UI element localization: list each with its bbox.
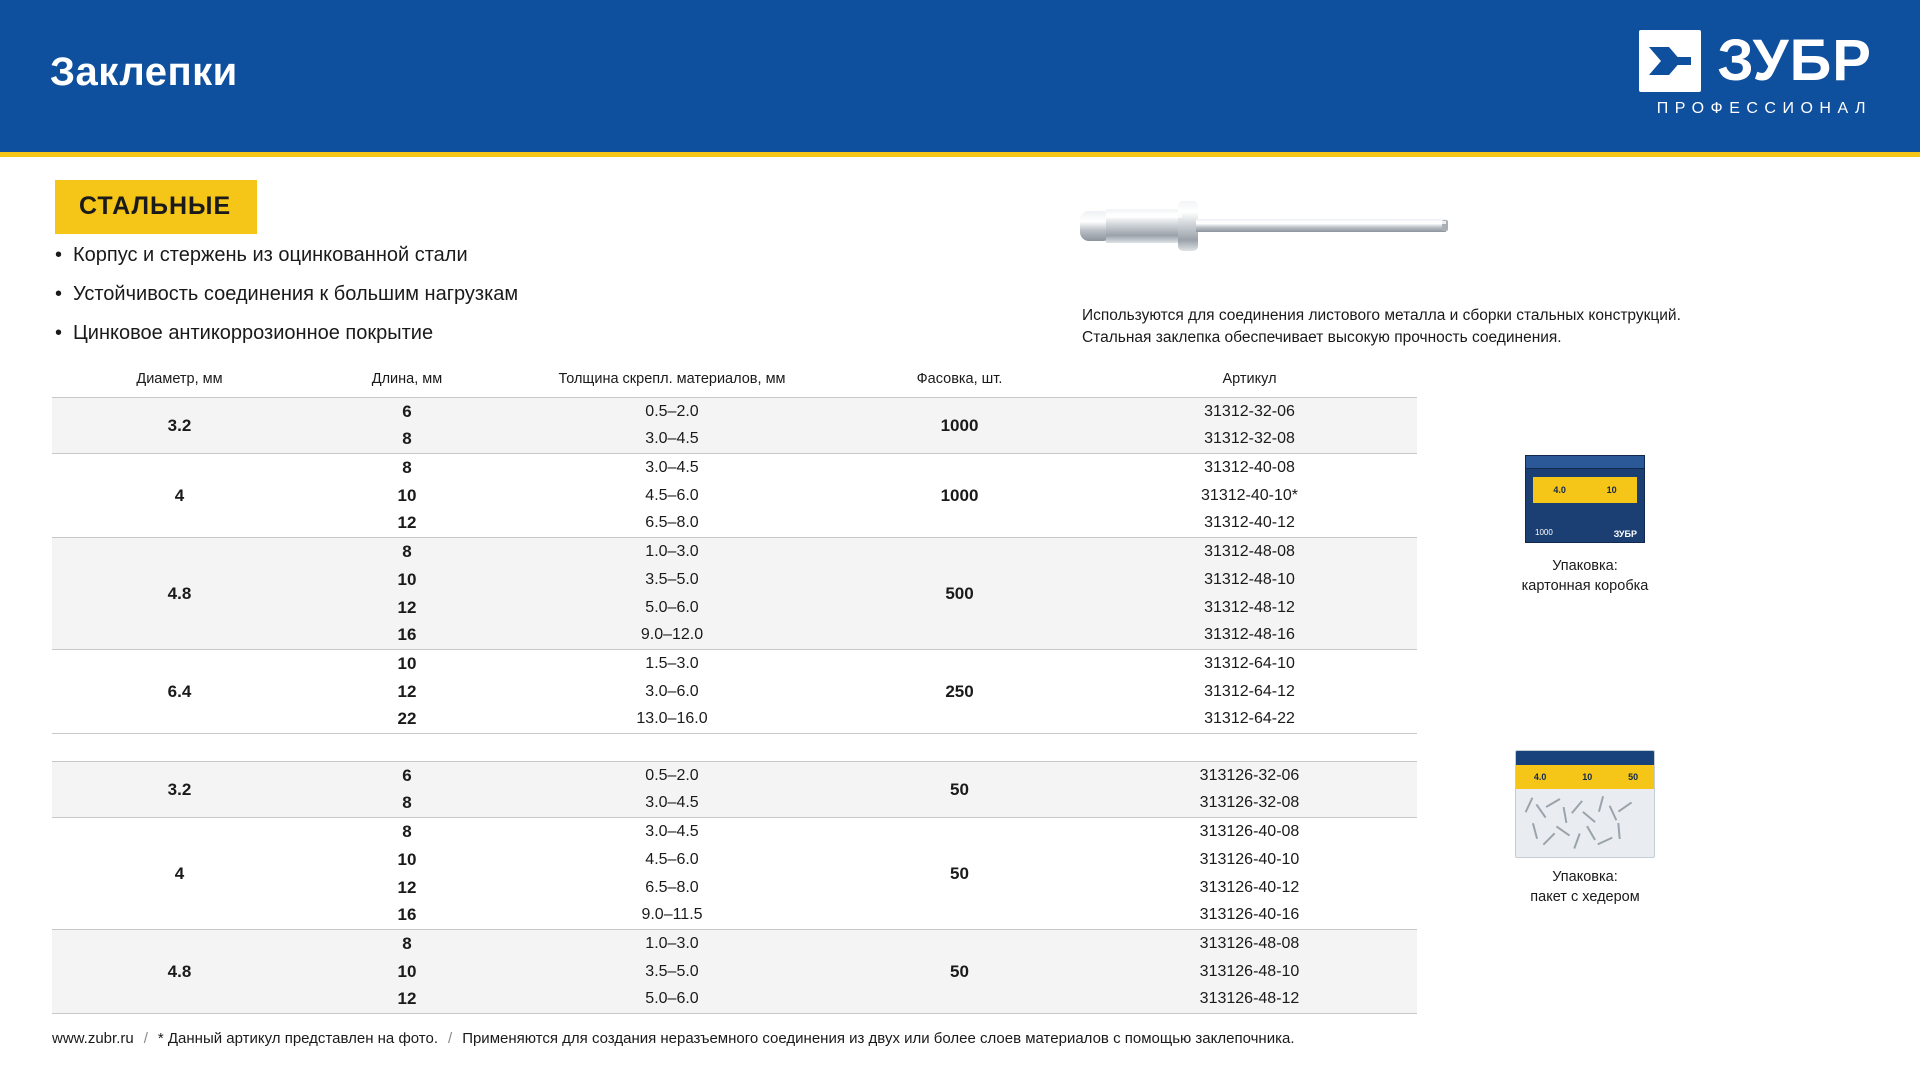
box-label-length: 10 — [1606, 485, 1617, 495]
cell-article: 31312-48-10 — [1082, 566, 1417, 594]
cell-article: 313126-40-12 — [1199, 878, 1300, 896]
rivet-pile-icon — [1522, 793, 1650, 855]
cell-length: 22 — [397, 709, 417, 729]
cell-article: 313126-32-06 — [1082, 762, 1417, 790]
cell-thickness: 3.0–6.0 — [645, 682, 699, 700]
page-title: Заклепки — [50, 50, 238, 94]
packaging-bag — [1470, 750, 1700, 907]
cell-pack: 50 — [837, 762, 1082, 818]
cell-diameter: 4 — [174, 863, 185, 883]
packaging-box-image — [1525, 455, 1645, 547]
bag-label-length: 10 — [1582, 772, 1593, 782]
brand-logo — [1639, 30, 1872, 118]
cell-length: 8 — [307, 538, 507, 566]
cell-article: 313126-48-12 — [1082, 986, 1417, 1014]
cell-length: 10 — [397, 849, 417, 869]
product-description: Используются для соединения листового металла и сборки стальных конструкций. Стальная заклепка обеспечивает высокую прочность соединения. — [1082, 307, 1681, 347]
page-footer — [52, 1030, 1872, 1047]
cell-thickness: 1.5–3.0 — [645, 654, 699, 672]
bullet-dot-icon: • — [55, 322, 63, 344]
cell-thickness: 3.0–4.5 — [507, 790, 837, 818]
cell-article: 31312-48-12 — [1082, 594, 1417, 622]
cell-pack: 1000 — [940, 485, 979, 505]
cell-article: 31312-40-08 — [1204, 458, 1295, 476]
box-label-size: 4.0 — [1553, 485, 1566, 495]
cell-diameter: 4.8 — [52, 538, 307, 650]
col-header-article: Артикул — [1222, 371, 1277, 387]
table-row — [52, 930, 1417, 958]
cell-article: 31312-64-22 — [1204, 710, 1295, 728]
cell-diameter: 6.4 — [167, 681, 192, 701]
cell-length: 10 — [307, 958, 507, 986]
cell-length: 12 — [307, 986, 507, 1014]
cell-length: 12 — [307, 594, 507, 622]
cell-article: 31312-40-10* — [1201, 486, 1298, 504]
footer-separator: / — [143, 1030, 148, 1047]
packaging-caption-line2: пакет с хедером — [1530, 888, 1640, 905]
cell-article: 313126-48-10 — [1082, 958, 1417, 986]
cell-pack: 500 — [837, 538, 1082, 650]
cell-length: 8 — [402, 821, 412, 841]
logo-tagline: ПРОФЕССИОНАЛ — [1656, 100, 1872, 117]
cell-length: 10 — [397, 485, 417, 505]
cell-article: 313126-40-16 — [1199, 906, 1300, 924]
cell-article: 31312-32-08 — [1082, 426, 1417, 454]
feature-list — [55, 243, 755, 360]
cell-length: 8 — [402, 457, 412, 477]
bullet-dot-icon: • — [55, 283, 63, 305]
header-accent-rule — [0, 152, 1920, 157]
cell-thickness: 3.0–4.5 — [645, 458, 699, 476]
footer-note-usage: Применяются для создания неразъемного соединения из двух или более слоев материалов с помощью заклепочника. — [462, 1030, 1295, 1047]
category-badge: СТАЛЬНЫЕ — [55, 180, 257, 234]
cell-thickness: 3.0–4.5 — [645, 822, 699, 840]
specification-table — [52, 370, 1417, 1016]
table-section-separator — [52, 734, 1417, 762]
packaging-box — [1470, 455, 1700, 596]
cell-thickness: 9.0–11.5 — [641, 906, 703, 924]
box-brand-logo: ЗУБР — [1613, 529, 1637, 539]
list-item — [55, 321, 755, 346]
feature-text: Корпус и стержень из оцинкованной стали — [73, 244, 468, 266]
table-row — [52, 538, 1417, 566]
cell-diameter: 4.8 — [52, 930, 307, 1014]
cell-pack: 250 — [945, 681, 974, 701]
cell-pack: 50 — [950, 863, 969, 883]
page-header — [0, 0, 1920, 152]
cell-thickness: 3.5–5.0 — [507, 958, 837, 986]
cell-article: 31312-48-08 — [1082, 538, 1417, 566]
cell-length: 6 — [307, 398, 507, 426]
cell-diameter: 3.2 — [52, 762, 307, 818]
cell-thickness: 13.0–16.0 — [636, 710, 708, 728]
feature-text: Цинковое антикоррозионное покрытие — [73, 322, 434, 344]
packaging-caption-line1: Упаковка: — [1552, 869, 1618, 885]
cell-thickness: 0.5–2.0 — [507, 398, 837, 426]
table-row — [52, 454, 1417, 482]
bag-label-qty: 50 — [1628, 772, 1639, 782]
bag-label-size: 4.0 — [1533, 772, 1547, 782]
cell-length: 8 — [307, 790, 507, 818]
cell-length: 10 — [307, 566, 507, 594]
cell-thickness: 3.0–4.5 — [507, 426, 837, 454]
cell-length: 10 — [397, 653, 417, 673]
cell-length: 12 — [397, 513, 417, 533]
table-row — [52, 762, 1417, 790]
cell-thickness: 3.5–5.0 — [507, 566, 837, 594]
bison-logo-icon — [1639, 30, 1701, 92]
cell-pack: 50 — [837, 930, 1082, 1014]
cell-article: 313126-48-08 — [1082, 930, 1417, 958]
cell-thickness: 6.5–8.0 — [645, 514, 699, 532]
packaging-caption-line2: картонная коробка — [1521, 577, 1649, 594]
product-photo-rivet — [1070, 185, 1570, 275]
table-row — [52, 398, 1417, 426]
bullet-dot-icon: • — [55, 244, 63, 266]
cell-article: 31312-64-10 — [1204, 654, 1295, 672]
col-header-pack: Фасовка, шт. — [916, 371, 1003, 387]
list-item — [55, 282, 755, 307]
table-body — [52, 398, 1417, 1017]
cell-article: 31312-64-12 — [1204, 682, 1295, 700]
cell-length: 16 — [397, 905, 417, 925]
footer-separator: / — [448, 1030, 453, 1047]
feature-text: Устойчивость соединения к большим нагрузкам — [73, 283, 519, 305]
cell-length: 16 — [307, 622, 507, 650]
box-label-qty: 1000 — [1535, 528, 1553, 537]
cell-length: 8 — [307, 426, 507, 454]
col-header-length: Длина, мм — [371, 371, 443, 387]
cell-length: 12 — [397, 681, 417, 701]
table-header-row — [52, 370, 1417, 398]
cell-thickness: 5.0–6.0 — [507, 594, 837, 622]
table-bottom-rule — [52, 1014, 1417, 1017]
cell-thickness: 1.0–3.0 — [507, 538, 837, 566]
cell-article: 313126-32-08 — [1082, 790, 1417, 818]
cell-thickness: 9.0–12.0 — [507, 622, 837, 650]
cell-thickness: 4.5–6.0 — [645, 486, 699, 504]
cell-diameter: 3.2 — [52, 398, 307, 454]
cell-length: 6 — [307, 762, 507, 790]
cell-thickness: 0.5–2.0 — [507, 762, 837, 790]
cell-pack: 1000 — [837, 398, 1082, 454]
packaging-caption-line1: Упаковка: — [1552, 558, 1618, 574]
footer-website-link[interactable]: www.zubr.ru — [52, 1030, 134, 1047]
table-row — [52, 818, 1417, 846]
cell-article: 313126-40-08 — [1199, 822, 1300, 840]
packaging-bag-image — [1515, 750, 1655, 858]
cell-diameter: 4 — [174, 485, 185, 505]
cell-thickness: 6.5–8.0 — [645, 878, 699, 896]
cell-thickness: 1.0–3.0 — [507, 930, 837, 958]
logo-wordmark: ЗУБР — [1717, 28, 1872, 93]
col-header-thickness: Толщина скрепл. материалов, мм — [558, 371, 786, 387]
footer-note-article: * Данный артикул представлен на фото. — [157, 1030, 439, 1047]
cell-article: 31312-48-16 — [1082, 622, 1417, 650]
cell-thickness: 4.5–6.0 — [645, 850, 699, 868]
cell-length: 8 — [307, 930, 507, 958]
col-header-diameter: Диаметр, мм — [136, 371, 223, 387]
cell-article: 313126-40-10 — [1199, 850, 1300, 868]
cell-thickness: 5.0–6.0 — [507, 986, 837, 1014]
cell-article: 31312-40-12 — [1204, 514, 1295, 532]
list-item — [55, 243, 755, 268]
cell-article: 31312-32-06 — [1082, 398, 1417, 426]
table-row — [52, 650, 1417, 678]
cell-length: 12 — [397, 877, 417, 897]
